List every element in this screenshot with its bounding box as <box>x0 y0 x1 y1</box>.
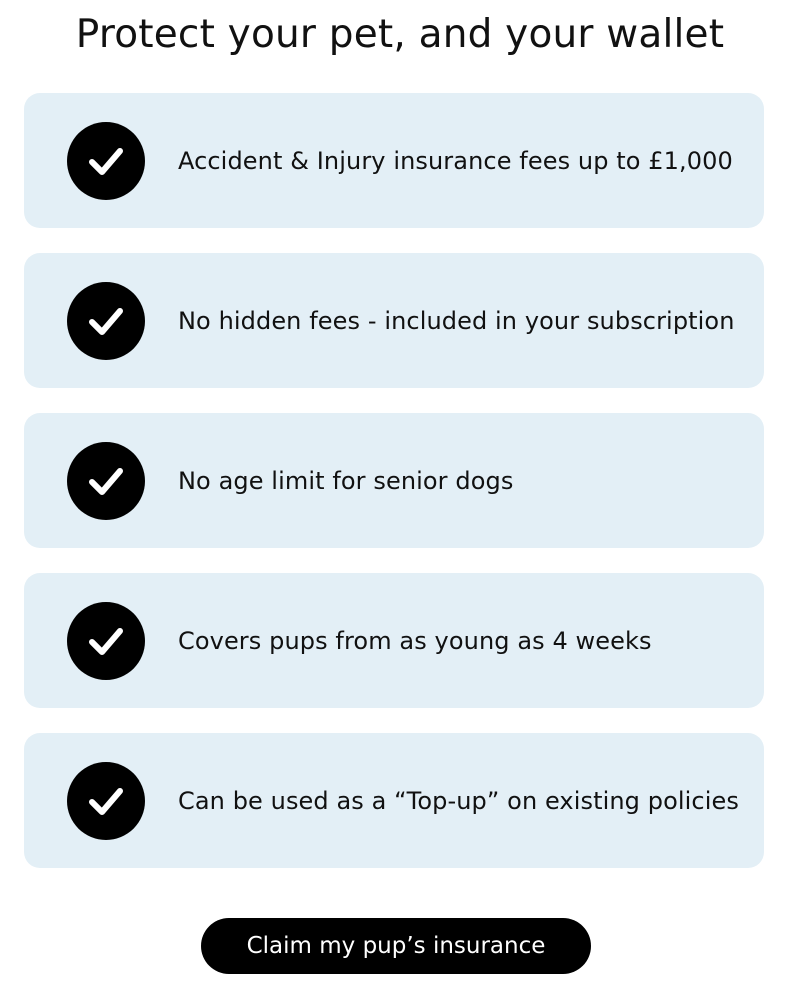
feature-text: No hidden fees - included in your subscription <box>178 306 735 335</box>
check-icon <box>67 282 145 360</box>
feature-card-accident-injury <box>24 93 764 228</box>
claim-insurance-button[interactable]: Claim my pup’s insurance <box>201 918 591 974</box>
feature-text: Accident & Injury insurance fees up to £1,000 <box>178 146 733 175</box>
feature-card-no-hidden-fees <box>24 253 764 388</box>
feature-text: No age limit for senior dogs <box>178 466 514 495</box>
feature-card-top-up <box>24 733 764 868</box>
page-title: Protect your pet, and your wallet <box>75 12 725 57</box>
feature-card-young-pups <box>24 573 764 708</box>
feature-text: Covers pups from as young as 4 weeks <box>178 626 652 655</box>
feature-list <box>24 93 764 893</box>
check-icon <box>67 122 145 200</box>
feature-card-no-age-limit <box>24 413 764 548</box>
feature-text: Can be used as a “Top-up” on existing policies <box>178 786 739 815</box>
check-icon <box>67 442 145 520</box>
check-icon <box>67 602 145 680</box>
check-icon <box>67 762 145 840</box>
